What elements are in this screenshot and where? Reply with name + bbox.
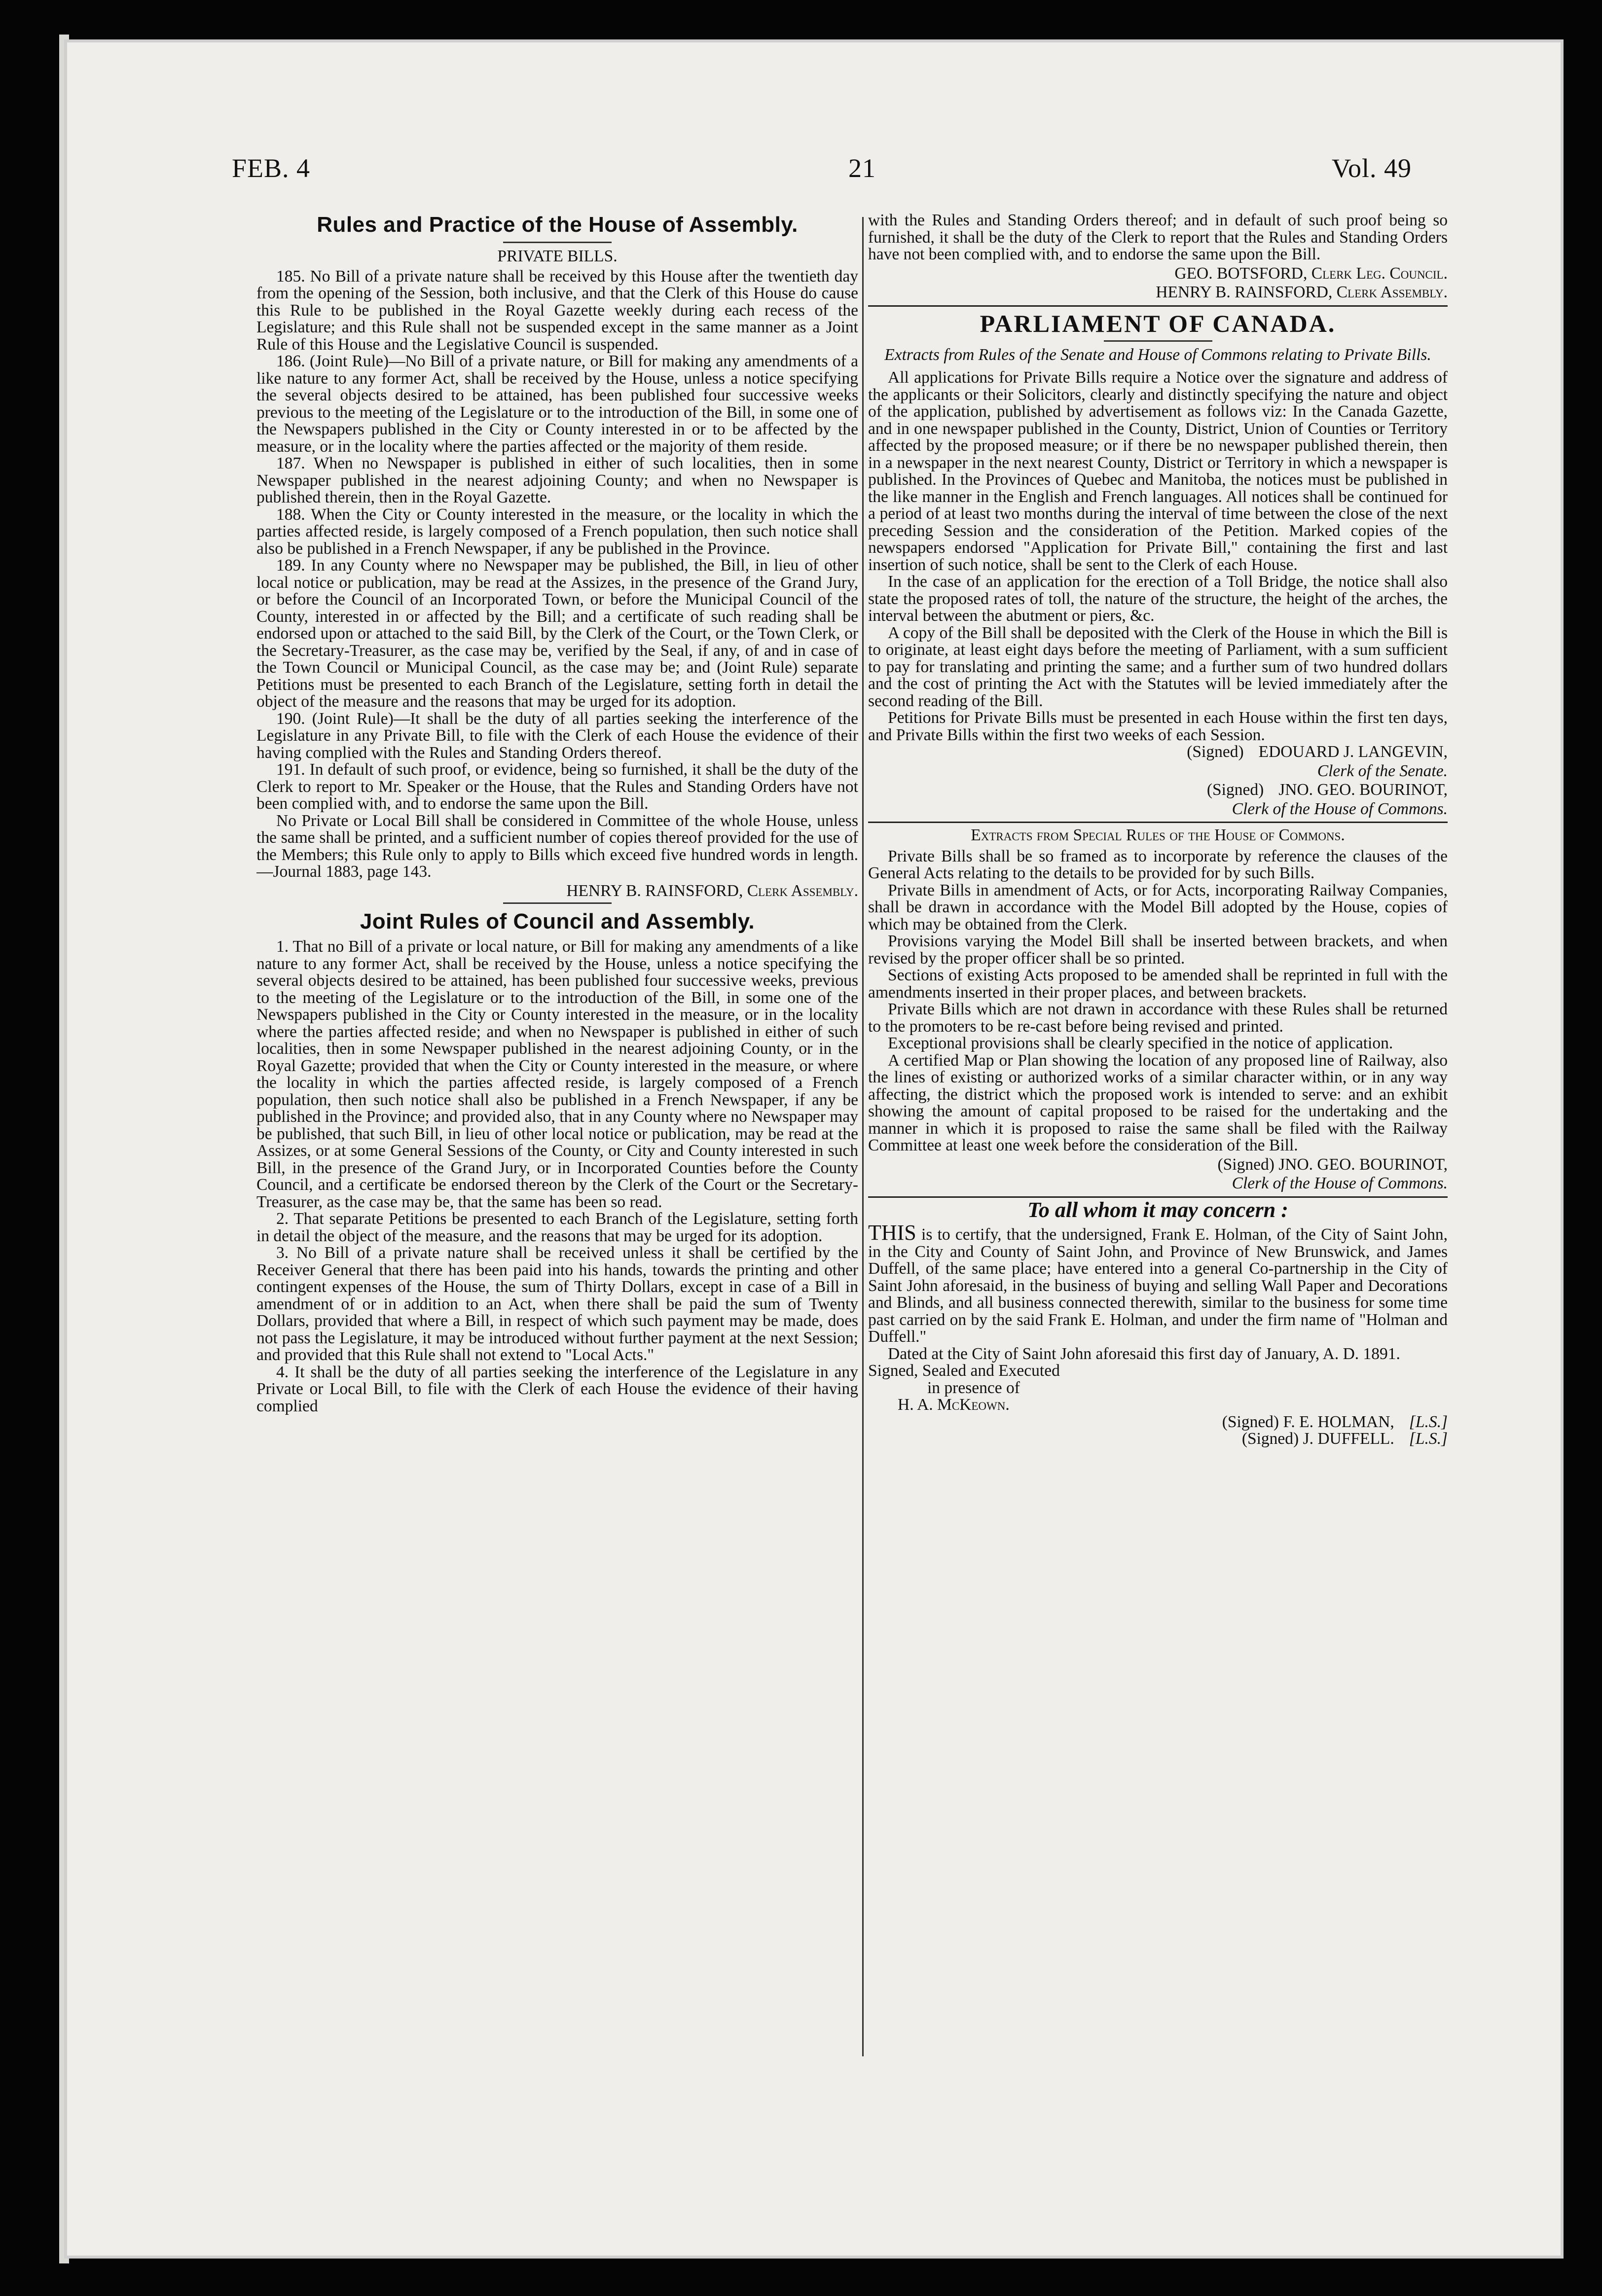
issue-date: FEB. 4 [232,153,311,183]
notice-dated: Dated at the City of Saint John aforesaid this first day of January, A. D. 1891. [888,1344,1400,1363]
parliament-para-1: All applications for Private Bills require a Notice over the signature and address of the applicants or their Solicitors, clearly and distinctly specifying the nature and object of the application, published by advertisement as follows viz: In the Canada Gazette, and in one newspaper published in the County, District, Union of Counties or Territory affected by the proposed measure; or if there be no newspaper published therein, then in a newspaper in the next nearest County, District or Territory in which a newspaper is published. In the Provinces of Quebec and Manitoba, the notices must be published in the like manner in the English and French languages. All notices shall be continued for a period of at least two months during the interval of time between the close of the next preceding Session and the consideration of the Petition. Marked copies of the newspapers endorsed "Application for Private Bill," containing the first and last insertion of such notice, shall be sent to the Clerk of each House. [868,368,1448,574]
joint-rule-3: 3. No Bill of a private nature shall be received unless it shall be certified by the Receiver General that there has been paid into his hands, towards the printing and other contingent expenses of the House, the sum of Thirty Dollars, except in case of a Bill in amendment of or in addition to an Act, when there shall be paid the sum of Twenty Dollars, provided that where a Bill, in respect of which such payment may be made, does not pass the Legislature, it may be introduced without further payment at the next Session; and provided that this Rule shall not extend to "Local Acts." [256,1244,858,1364]
rule-185: 185. No Bill of a private nature shall be received by this House after the twentieth day from the opening of the Session, both inclusive, and that the Clerk of this House do cause this Rule to be published in the Royal Gazette weekly during each recess of the Legislature; and this Rule shall not be suspended except in the same manner as a Joint Rule of this House and the Legislative Council is suspended. [256,267,858,354]
special-rule-4: Sections of existing Acts proposed to be amended shall be reprinted in full with the amendments inserted in their proper places, and between brackets. [868,966,1448,1002]
volume-number: Vol. 49 [1332,153,1412,183]
senate-clerk-title: Clerk of the Senate. [1317,761,1448,780]
private-bills-heading: PRIVATE BILLS. [497,247,618,265]
seal-mark: [L.S.] [1409,1412,1448,1431]
special-rule-1: Private Bills shall be so framed as to incorporate by reference the clauses of the General Acts relating to the details to be provided for by such Bills. [868,847,1448,882]
special-rule-6: Exceptional provisions shall be clearly specified in the notice of application. [888,1034,1393,1052]
rule-189: 189. In any County where no Newspaper may be published, the Bill, in lieu of other local notice or publication, may be read at the Assizes, in the presence of the Grand Jury, or before the Council of an Incorporated Town, or before the Municipal Council of the County, interested in or affected by the Bill; and a certificate of such reading shall be endorsed upon or attached to the said Bill, by the Clerk of the Court, or the Town Clerk, or the Secretary-Treasurer, as the case may be, verified by the Seal, if any, of and in case of the Town Council or Municipal Council, as the case may be; and (Joint Rule) separate Petitions must be presented to each Branch of the Legislature, setting forth in detail the object of the measure and the reasons that may be urged for its adoption. [256,556,858,711]
special-rules-heading: Extracts from Special Rules of the House of Commons. [971,826,1345,844]
notice-text: is to certify, that the undersigned, Frank E. Holman, of the City of Saint John, in the City and County of Saint John, and Province of New Brunswick, and James Duffell, of the same place; have entered into a general Co-partnership in the City of Saint John aforesaid, in the business of buying and selling Wall Paper and Decorations and Blinds, and all business connected therewith, similar to the business for some time past carried on by the said Frank E. Holman, and under the firm name of "Holman and Duffell." [868,1225,1448,1346]
page-number: 21 [848,153,876,183]
joint-rule-1: 1. That no Bill of a private or local nature, or Bill for making any amendments of a like nature to any former Act, shall be received by the House, unless a notice specifying the several objects desired to be attained, has been published four successive weeks, previous to the meeting of the Legislature or to the introduction of the Bill, in some one of the Newspapers published in the City or County interested in the measure, or in the locality where the parties affected reside; and when no Newspaper is published in either of such localities, then in some Newspaper published in the nearest adjoining County, or in the Royal Gazette; provided that when the City or County interested in the measure, or where the locality in which the parties affected reside, is largely composed of a French population, then such notice shall also be published in a French Newspaper, if any be published in the Province; and provided also, that in any County where no Newspaper may be published, that such Bill, in lieu of other local notice or publication, may be read at the Assizes, or at some General Sessions of the County, or City and County interested in such Bill, in the presence of the Grand Jury, or in Incorporated Counties before the County Council, and a certificate be endorsed thereon by the Clerk of the Court or the Secretary-Treasurer, as the case may be, that the same has been so read. [256,937,858,1211]
commons-clerk-title: Clerk of the House of Commons. [1232,799,1448,818]
senate-clerk-name: EDOUARD J. LANGEVIN, [1258,743,1448,761]
council-signature: GEO. BOTSFORD, Clerk Leg. Council. [1174,264,1448,283]
rule-191: 191. In default of such proof, or evidence, being so furnished, it shall be the duty of the Clerk to report to Mr. Speaker or the House, that the Rules and Standing Orders have not been complied with, and to endorse the same upon the Bill. [256,760,858,813]
parliament-para-4: Petitions for Private Bills must be presented in each House within the first ten days, and Private Bills within the first two weeks of each Session. [868,709,1448,744]
assembly-rules-title: Rules and Practice of the House of Assembly. [317,213,798,237]
rule-190: 190. (Joint Rule)—It shall be the duty of all parties seeking the interference of the Legislature in any Private Bill, to file with the Clerk of each House the evidence of their having complied with the Rules and Standing Orders thereof. [256,709,858,762]
signed-label: (Signed) [1206,781,1264,799]
divider [1104,340,1212,342]
divider [503,242,612,243]
notice-title: To all whom it may concern : [1027,1197,1288,1222]
divider [868,822,1448,823]
duffell-signature: (Signed) J. DUFFELL. [1241,1430,1394,1448]
parliament-subtitle: Extracts from Rules of the Senate and House of Commons relating to Private Bills. [884,345,1431,364]
special-rule-3: Provisions varying the Model Bill shall be inserted between brackets, and when revised by the proper officer shall be so printed. [868,932,1448,968]
rule-printing: No Private or Local Bill shall be considered in Committee of the whole House, unless the same shall be printed, and a sufficient number of copies thereof provided for the use of the Members; this Rule only to apply to Bills which exceed five hundred words in length.—Journal 1883, page 143. [256,811,858,881]
senate-signature-row [868,744,1448,761]
parliament-title: PARLIAMENT OF CANADA. [980,309,1336,337]
special-signature-name: (Signed) JNO. GEO. BOURINOT, [1217,1155,1448,1174]
special-signature-title: Clerk of the House of Commons. [1232,1174,1448,1192]
rule-188: 188. When the City or County interested in the measure, or the locality in which the parties affected reside, is largely composed of a French population, then such notice shall also be published in a French Newspaper, if any be published in the Province. [256,505,858,558]
rule-187: 187. When no Newspaper is published in either of such localities, then in some Newspaper published in the nearest adjoining County; and when no Newspaper is published therein, then in the Royal Gazette. [256,454,858,506]
partnership-notice [868,1220,1448,1346]
joint-rule-2: 2. That separate Petitions be presented to each Branch of the Legislature, setting forth in detail the object of the measure, and the reasons that may be urged for its adoption. [256,1210,858,1245]
special-rule-5: Private Bills which are not drawn in accordance with these Rules shall be returned to the promoters to be re-cast before being revised and printed. [868,1000,1448,1036]
joint-rules-title: Joint Rules of Council and Assembly. [360,909,755,933]
commons-signature-row [868,782,1448,799]
rule-186: 186. (Joint Rule)—No Bill of a private nature, or Bill for making any amendments of a like nature to any former Act, shall be received by the House, unless a notice specifying the several objects desired to be attained, has been published four successive weeks previous to the meeting of the Legislature or to the introduction of the Bill, in some one of the Newspapers published in the City or County interested in or to be affected by the measure, or in the locality where the parties affected or the majority of them reside. [256,352,858,456]
notice-drop-word: THIS [868,1220,916,1245]
divider [503,902,612,904]
assembly-signature: HENRY B. RAINSFORD, Clerk Assembly. [566,881,858,900]
commons-clerk-name: JNO. GEO. BOURINOT, [1278,781,1448,799]
divider [868,305,1448,307]
holman-signature: (Signed) F. E. HOLMAN, [1222,1412,1394,1431]
special-rule-7: A certified Map or Plan showing the location of any proposed line of Railway, also the lines of existing or authorized works of a similar character within, or in any way affecting, the district which the proposed work is intended to serve: and an exhibit showing the amount of capital proposed to be raised for the undertaking and the manner in which it is proposed to raise the same shall be filed with the Railway Committee at least one week before the consideration of the Bill. [868,1051,1448,1154]
right-column [868,212,1448,2155]
witness-line-2: in presence of [927,1378,1020,1397]
special-rule-2: Private Bills in amendment of Acts, or for Acts, incorporating Railway Companies, shall be drawn in accordance with the Model Bill adopted by the House, copies of which may be obtained from the Clerk. [868,881,1448,933]
witness-line-1: Signed, Sealed and Executed [868,1362,1060,1380]
duffell-signature-row [868,1431,1448,1448]
signed-label: (Signed) [1187,743,1244,761]
joint-rule-4-continued: with the Rules and Standing Orders thereof; and in default of such proof being so furnished, it shall be the duty of the Clerk to report that the Rules and Standing Orders have not been complied with, and to endorse the same upon the Bill. [868,212,1448,263]
parliament-para-2: In the case of an application for the erection of a Toll Bridge, the notice shall also state the proposed rates of toll, the nature of the structure, the height of the arches, the interval between the abutment or piers, &c. [868,573,1448,625]
left-column [256,212,858,2155]
seal-mark: [L.S.] [1409,1430,1448,1448]
column-divider [862,217,864,2056]
witness-name: H. A. McKeown. [898,1396,1010,1414]
assembly-clerk-signature: HENRY B. RAINSFORD, Clerk Assembly. [1156,283,1448,301]
parliament-para-3: A copy of the Bill shall be deposited with the Clerk of the House in which the Bill is to originate, at least eight days before the meeting of Parliament, with a sum sufficient to pay for translating and printing the same; and a further sum of two hundred dollars and the cost of printing the Act with the Statutes will be levied immediately after the second reading of the Bill. [868,623,1448,710]
joint-rule-4: 4. It shall be the duty of all parties seeking the interference of the Legislature in any Private or Local Bill, to file with the Clerk of each House the evidence of their having complied [256,1363,858,1415]
holman-signature-row [868,1414,1448,1431]
